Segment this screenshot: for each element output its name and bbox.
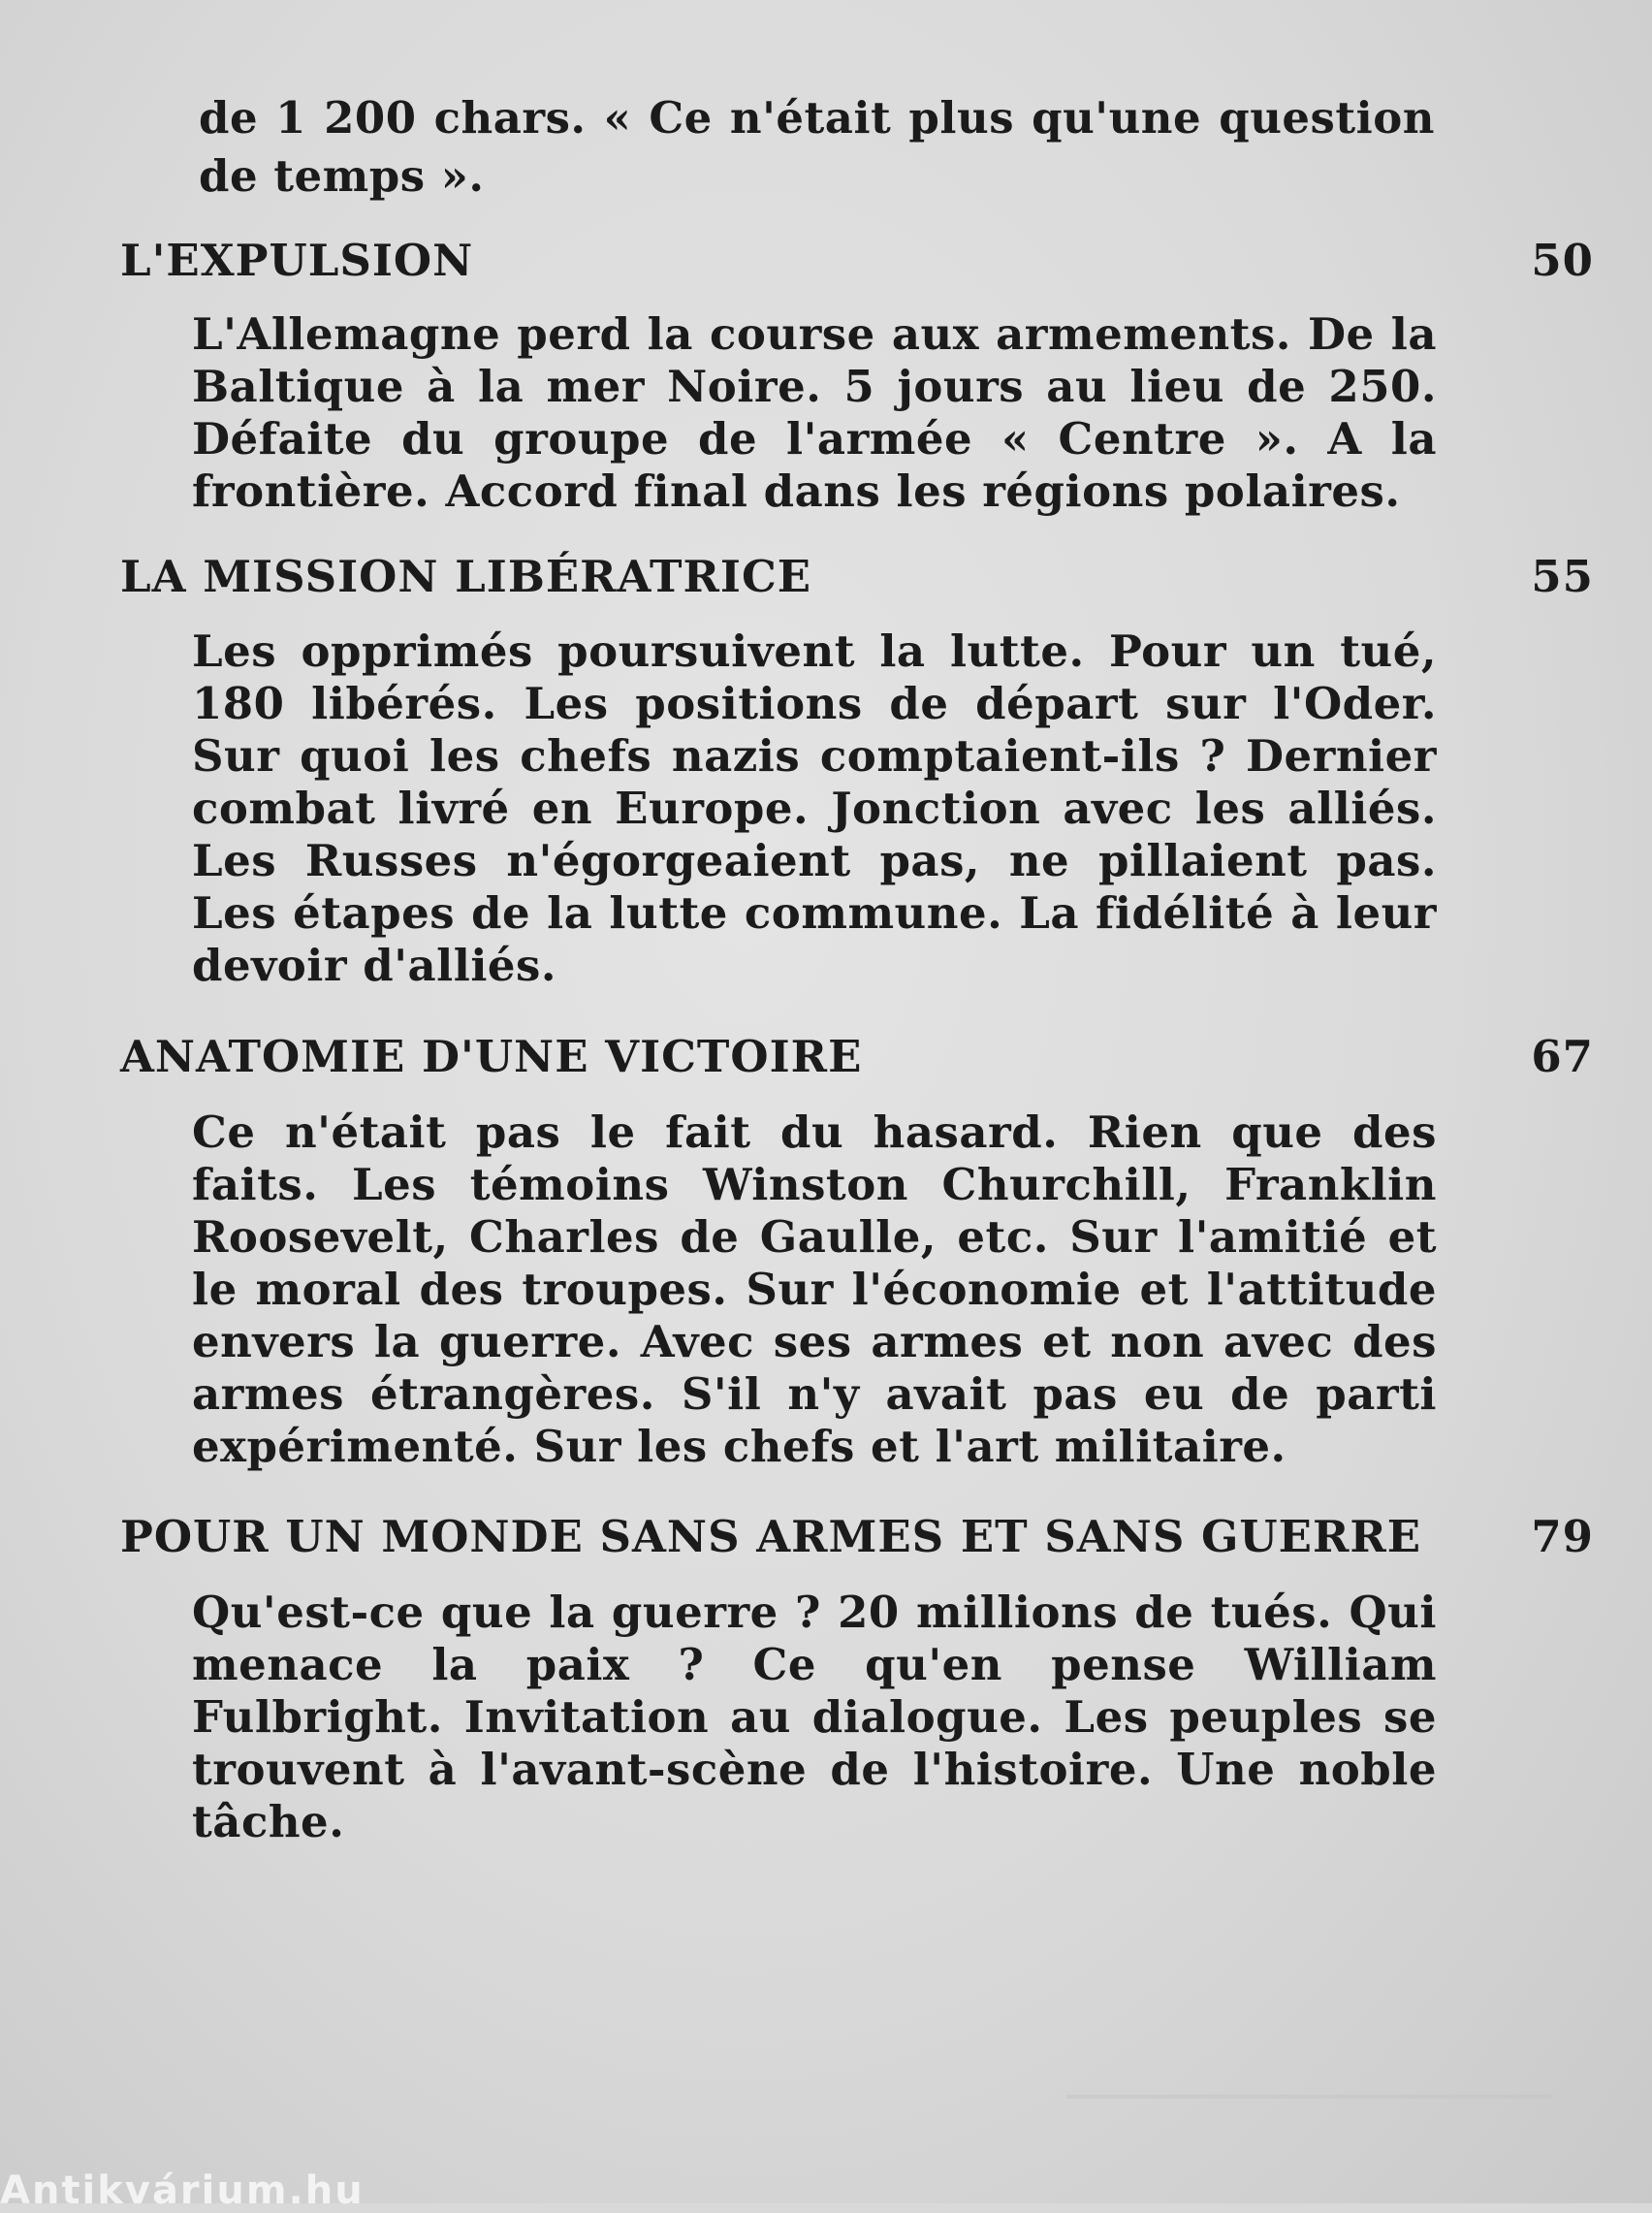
page-number: 55 xyxy=(1531,551,1594,602)
chapter-title: POUR UN MONDE SANS ARMES ET SANS GUERRE xyxy=(120,1511,1422,1562)
toc-entry-title-anatomie xyxy=(120,1031,1594,1089)
toc-entry-title-monde xyxy=(120,1511,1594,1569)
chapter-summary-monde: Qu'est-ce que la guerre ? 20 millions de tués. Qui menace la paix ? Ce qu'en pense William Fulbright. Invitation au dialogue. Les peuples se trouvent à l'avant-scène de l'histoire. Une noble tâche. xyxy=(192,1587,1437,1847)
watermark: Antikvárium.hu xyxy=(0,2168,365,2213)
chapter-summary-expulsion: L'Allemagne perd la course aux armements. De la Baltique à la mer Noire. 5 jours au lieu de 250. Défaite du groupe de l'armée « Centre ». A la frontière. Accord final dans les régions polaires. xyxy=(192,308,1437,517)
chapter-title: L'EXPULSION xyxy=(120,235,474,286)
chapter-summary-anatomie: Ce n'était pas le fait du hasard. Rien que des faits. Les témoins Winston Churchill, Franklin Roosevelt, Charles de Gaulle, etc. Sur l'amitié et le moral des troupes. Sur l'économie et l'attitude envers la guerre. Avec ses armes et non avec des armes étrangères. S'il n'y avait pas eu de parti expérimenté. Sur les chefs et l'art militaire. xyxy=(192,1106,1437,1472)
chapter-summary-mission: Les opprimés poursuivent la lutte. Pour un tué, 180 libérés. Les positions de départ sur l'Oder. Sur quoi les chefs nazis comptaient-ils ? Dernier combat livré en Europe. Jonction avec les alliés. Les Russes n'égorgeaient pas, ne pillaient pas. Les étapes de la lutte commune. La fidélité à leur devoir d'alliés. xyxy=(192,625,1437,991)
page-number: 67 xyxy=(1531,1031,1594,1082)
page-number: 79 xyxy=(1531,1511,1594,1562)
bleed-through-mark xyxy=(1066,2095,1551,2099)
lead-paragraph: de 1 200 chars. « Ce n'était plus qu'une question de temps ». xyxy=(199,92,1435,202)
toc-entry-title-expulsion xyxy=(120,235,1594,293)
chapter-title: ANATOMIE D'UNE VICTOIRE xyxy=(120,1031,863,1082)
toc-entry-title-mission xyxy=(120,551,1594,609)
chapter-title: LA MISSION LIBÉRATRICE xyxy=(120,551,812,602)
page-number: 50 xyxy=(1531,235,1594,286)
